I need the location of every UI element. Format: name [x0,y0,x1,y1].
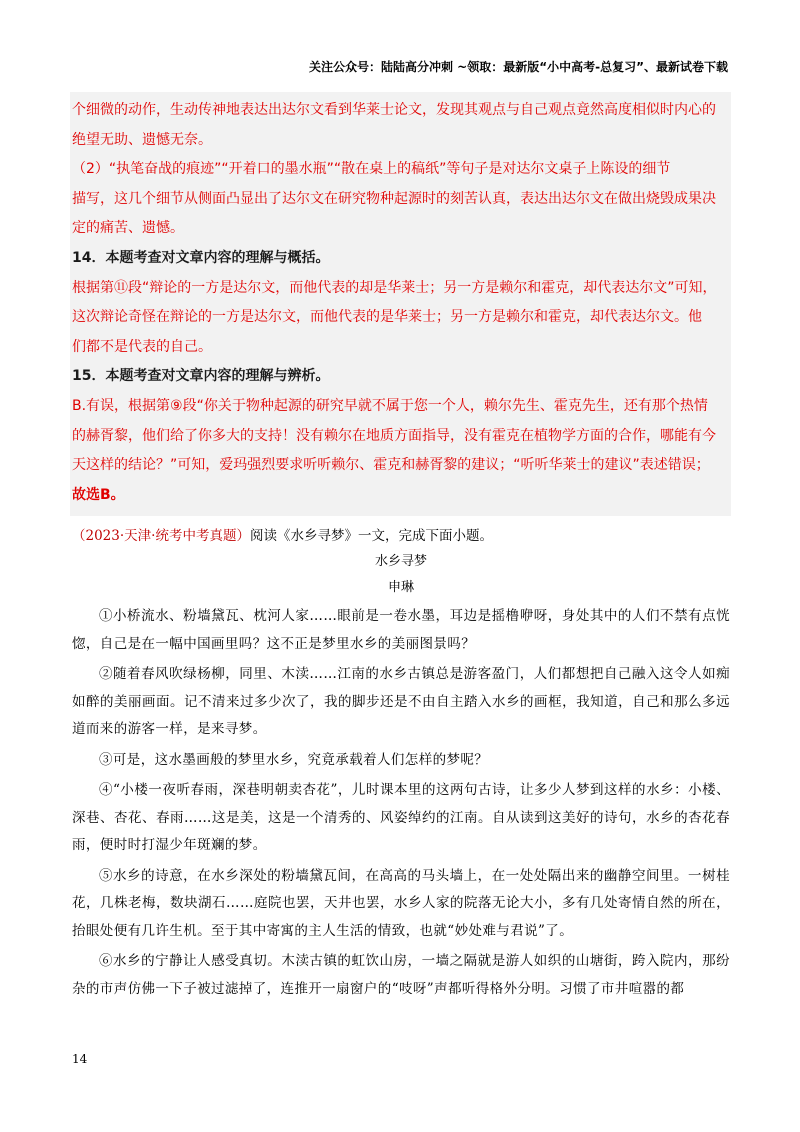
article-author: 申琳 [387,580,414,595]
answer-line: 天这样的结论？”可知，爱玛强烈要求听听赖尔、霍克和赫胥黎的建议；“听听华莱士的建议”表述错误； [72,457,710,474]
article-paragraph: ④“小楼一夜听春雨，深巷明朝卖杏花”，儿时课本里的这两句古诗，让多少人梦到这样的水乡：小楼、深巷、杏花、春雨……这是美，这是一个清秀的、风姿绰约的江南。自从读到这美好的诗句，水乡的杏花春雨，便时时打湿少年斑斓的梦。 [72,782,730,853]
answer-line: 个细微的动作，生动传神地表达出达尔文看到华莱士论文，发现其观点与自己观点竟然高度相似时内心的 [72,102,716,118]
answer-line: 描写，这几个细节从侧面凸显出了达尔文在研究物种起源时的刻苦认真，表达出达尔文在做出烧毁成果决 [72,190,716,207]
article-paragraph: ⑤水乡的诗意，在水乡深处的粉墙黛瓦间，在高高的马头墙上，在一处处隔出来的幽静空间里。一树桂花，几株老梅，数块湖石……庭院也罢，天井也罢，水乡人家的院落无论大小，多有几处寄情自然的所在，抬眼处便有几许生机。至于其中寄寓的主人生活的情致，也就“妙处难与君说”了。 [72,867,730,939]
page-header: 关注公众号：陆陆高分冲刺 ~领取：最新版“小中高考-总复习”、最新试卷下载 [309,60,728,74]
question-heading: 15．本题考查对文章内容的理解与辨析。 [72,368,330,385]
page-number: 14 [72,1052,88,1066]
reading-source-line [72,524,493,544]
answer-line: 故选B。 [72,486,125,503]
article-paragraph: ①小桥流水、粉墙黛瓦、枕河人家……眼前是一卷水墨，耳边是摇橹咿呀，身处其中的人们不禁有点恍惚，自己是在一幅中国画里吗？这不正是梦里水乡的美丽图景吗？ [72,608,730,652]
answer-line: 们都不是代表的自己。 [72,338,212,355]
answer-line: 定的痛苦、遗憾。 [72,220,184,237]
answer-line: 的赫胥黎，他们给了你多大的支持！没有赖尔在地质方面指导，没有霍克在植物学方面的合作，哪能有今 [72,427,716,444]
article [72,548,730,1006]
article-paragraph: ⑥水乡的宁静让人感受真切。木渎古镇的虹饮山房，一墙之隔就是游人如织的山塘街，跨入院内，那纷杂的市声仿佛一下子被过滤掉了，连推开一扇窗户的“吱呀”声都听得格外分明。习惯了市井喧嚣的都 [72,953,730,997]
article-title: 水乡寻梦 [374,554,427,569]
answer-line: 这次辩论奇怪在辩论的一方是达尔文，而他代表的是华莱士；另一方是赖尔和霍克，却代表达尔文。他 [72,309,702,326]
article-paragraph: ②随着春风吹绿杨柳，同里、木渎……江南的水乡古镇总是游客盈门，人们都想把自己融入这令人如痴如醉的美丽画面。记不清来过多少次了，我的脚步还是不由自主踏入水乡的画框，我知道，自己和那么多远道而来的游客一样，是来寻梦。 [72,666,730,737]
question-heading: 14．本题考查对文章内容的理解与概括。 [72,249,330,266]
source-tag: （2023·天津·统考中考真题） [72,528,250,544]
answer-line: （2）“执笔奋战的痕迹”“开着口的墨水瓶”“散在桌上的稿纸”等句子是对达尔文桌子上陈设的细节 [72,161,671,178]
answer-line: 绝望无助、遗憾无奈。 [72,131,212,148]
answer-explanation-block [70,92,731,516]
answer-line: 根据第⑪段“辩论的一方是达尔文，而他代表的却是华莱士；另一方是赖尔和霍克，却代表达尔文”可知， [72,279,717,296]
source-instruction: 阅读《水乡寻梦》一文，完成下面小题。 [249,528,493,544]
answer-line: B.有误，根据第⑨段“你关于物种起源的研究早就不属于您一个人，赖尔先生、霍克先生，还有那个热情 [72,397,708,414]
article-paragraph: ③可是，这水墨画般的梦里水乡，究竟承载着人们怎样的梦呢？ [99,751,489,768]
